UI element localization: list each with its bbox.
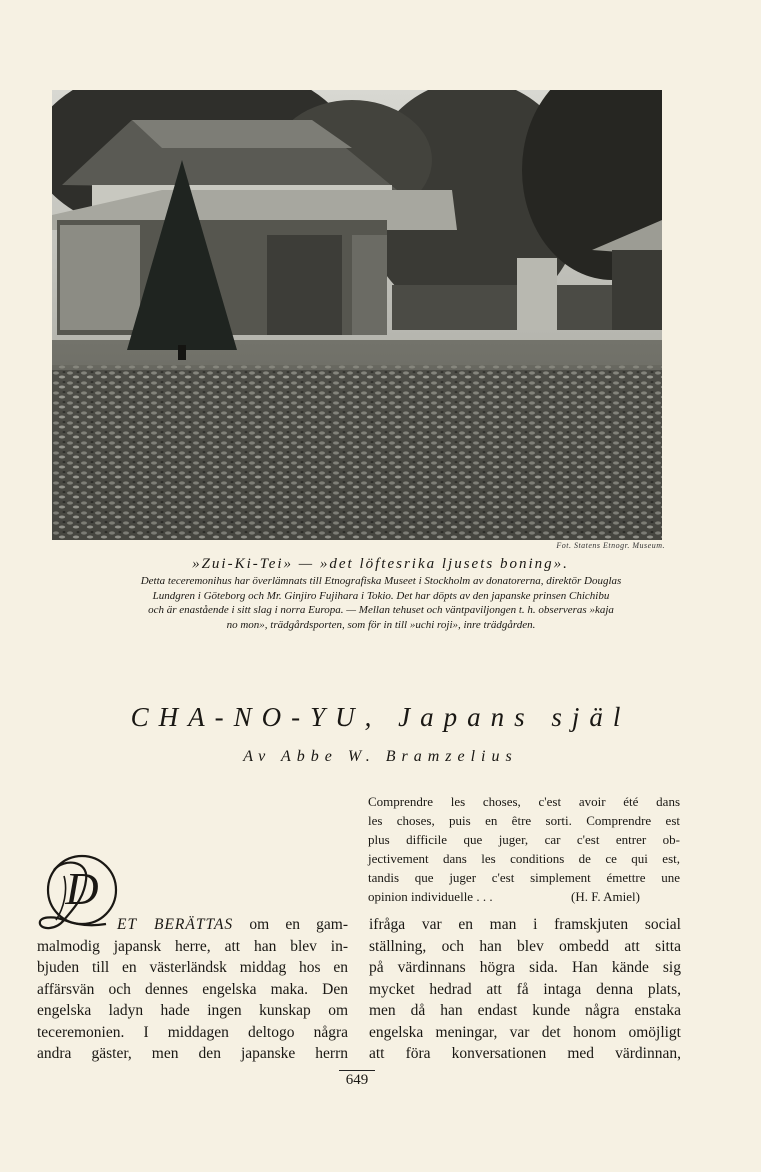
body-line: malmodig japansk herre, att han blev in- <box>37 937 348 955</box>
epigraph-line: jectivement dans les conditions de ce qui est, <box>368 851 680 866</box>
body-line: engelska meningar, var det honom omöjligt <box>369 1023 681 1041</box>
tea-house-photo-illustration <box>52 90 662 540</box>
caption-line: no mon», trädgårdsporten, som för in till »uchi roji», inre trädgården. <box>226 618 536 631</box>
byline: Av Abbe W. Bramzelius <box>243 748 518 765</box>
caption-line: Detta teceremonihus har överlämnats till Etnografiska Museet i Stockholm av donatorerna, direktör Douglas <box>140 575 622 587</box>
body-line: ifråga var en man i framskjuten social <box>369 916 681 933</box>
body-line: bjuden till en västerländsk middag hos en <box>37 959 348 976</box>
body-line: affärsvän och dennes engelska maka. Den <box>37 980 348 998</box>
body-line: teceremonien. I middagen deltogo några <box>37 1023 348 1041</box>
page-number: 649 <box>339 1070 375 1089</box>
body-line: att föra konversationen med värdinnan, <box>369 1045 681 1062</box>
body-line: andra gäster, men den japanske herrn <box>37 1045 348 1062</box>
opening-rest: om en gam- <box>233 916 348 933</box>
epigraph-line: plus difficile que juger, car c'est entrer ob- <box>368 832 680 847</box>
body-column-left <box>37 914 348 1065</box>
article-title: CHA-NO-YU, Japans själ <box>130 702 631 732</box>
body-line: ställning, och han blev ombedd att sitta <box>369 937 681 955</box>
body-line: mycket hedrad att få intaga denna plats, <box>369 980 681 998</box>
caption-line: och är enastående i sitt slag i norra Europa. — Mellan tehuset och väntpaviljongen t. h. observeras »kaja <box>148 604 614 616</box>
epigraph <box>368 792 680 906</box>
caption-line: Lundgren i Göteborg och Mr. Ginjiro Fujihara i Tokio. Det har döpts av den japanske prinsen Chichibu <box>152 589 610 602</box>
epigraph-line: les choses, puis en être sorti. Comprendre est <box>368 813 680 828</box>
body-line: engelska ladyn hade ingen kunskap om <box>37 1002 348 1019</box>
epigraph-line: tandis que juger c'est simplement émettre une <box>368 870 680 885</box>
opening-caps: ET BERÄTTAS <box>117 916 234 933</box>
epigraph-attribution: (H. F. Amiel) <box>570 889 640 904</box>
caption-title: »Zui-Ki-Tei» — »det löftesrika ljusets boning». <box>192 556 569 572</box>
body-line <box>37 914 348 936</box>
photo-credit: Fot. Statens Etnogr. Museum. <box>556 541 665 550</box>
drop-cap-letter: D <box>65 863 99 914</box>
body-line: på värdinnans högra sida. Han kände sig <box>369 959 681 976</box>
body-column-right <box>369 914 681 1065</box>
caption-body <box>36 574 726 632</box>
body-line: men då han endast kunde några enstaka <box>369 1002 681 1019</box>
epigraph-last-line <box>368 887 680 906</box>
epigraph-line: opinion individuelle . . . <box>368 889 493 904</box>
epigraph-line: Comprendre les choses, c'est avoir été dans <box>368 794 680 809</box>
tea-house-photo <box>52 90 662 540</box>
